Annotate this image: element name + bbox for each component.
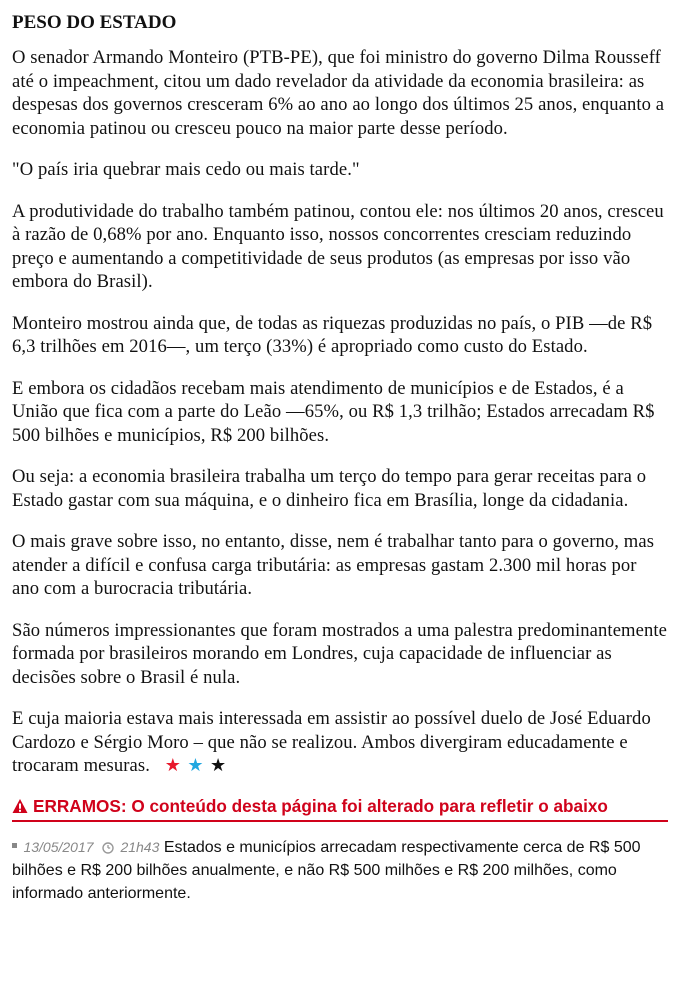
paragraph-2: "O país iria quebrar mais cedo ou mais tarde.": [12, 159, 360, 180]
bullet-icon: [12, 843, 17, 848]
red-star-icon: ★: [164, 755, 182, 775]
errata-title: ERRAMOS: O conteúdo desta página foi alterado para refletir o abaixo: [33, 795, 608, 816]
correction-time: 21h43: [120, 838, 160, 855]
paragraph-9: [12, 707, 668, 778]
paragraph-6: Ou seja: a economia brasileira trabalha um terço do tempo para gerar receitas para o Estado gastar com sua máquina, e o dinheiro fica em Brasília, longe da cidadania.: [12, 466, 647, 511]
paragraph-7: O mais grave sobre isso, no entanto, disse, nem é trabalhar tanto para o governo, mas atender a difícil e confusa carga tributária: as empresas gastam 2.300 mil horas por ano com a burocracia tributária.: [12, 531, 655, 599]
correction-date: 13/05/2017: [23, 838, 94, 855]
errata-banner: [12, 796, 668, 822]
section-heading: PESO DO ESTADO: [12, 12, 177, 33]
warning-triangle-icon: [12, 798, 28, 814]
correction-text: Estados e municípios arrecadam respectivamente cerca de R$ 500 bilhões e R$ 200 bilhões anualmente, e não R$ 500 milhões e R$ 200 milhões, como informado anteriormente.: [12, 838, 641, 902]
black-star-icon: ★: [210, 755, 228, 775]
correction-note: [12, 822, 668, 905]
blue-star-icon: ★: [187, 755, 205, 775]
last-paragraph-text: E cuja maioria estava mais interessada em assistir ao possível duelo de José Eduardo Cardozo e Sérgio Moro – que não se realizou. Ambos divergiram educadamente e trocaram mesuras.: [12, 708, 651, 776]
paragraph-1: O senador Armando Monteiro (PTB-PE), que foi ministro do governo Dilma Rousseff até o impeachment, citou um dado revelador da atividade da economia brasileira: as despesas dos governos cresceram 6% ao ano ao longo dos últimos 25 anos, enquanto a economia patinou ou cresceu pouco na maior parte desse período.: [12, 47, 665, 139]
clock-icon: [102, 842, 114, 854]
paragraph-3: A produtividade do trabalho também patinou, contou ele: nos últimos 20 anos, cresceu à razão de 0,68% por ano. Enquanto isso, nossos concorrentes cresciam reduzindo preço e aumentando a competitividade de seus produtos (as empresas por isso vão embora do Brasil).: [12, 200, 664, 292]
paragraph-5: E embora os cidadãos recebam mais atendimento de municípios e de Estados, é a União que fica com a parte do Leão —65%, ou R$ 1,3 trilhão; Estados arrecadam R$ 500 bilhões e municípios, R$ 200 bilhões.: [12, 377, 655, 446]
end-of-article-stars: [165, 755, 227, 775]
paragraph-8: São números impressionantes que foram mostrados a uma palestra predominantemente formada por brasileiros morando em Londres, cuja capacidade de influenciar as decisões sobre o Brasil é nula.: [12, 619, 667, 688]
paragraph-4: Monteiro mostrou ainda que, de todas as riquezas produzidas no país, o PIB —de R$ 6,3 trilhões em 2016—, um terço (33%) é apropriado como custo do Estado.: [12, 312, 653, 357]
